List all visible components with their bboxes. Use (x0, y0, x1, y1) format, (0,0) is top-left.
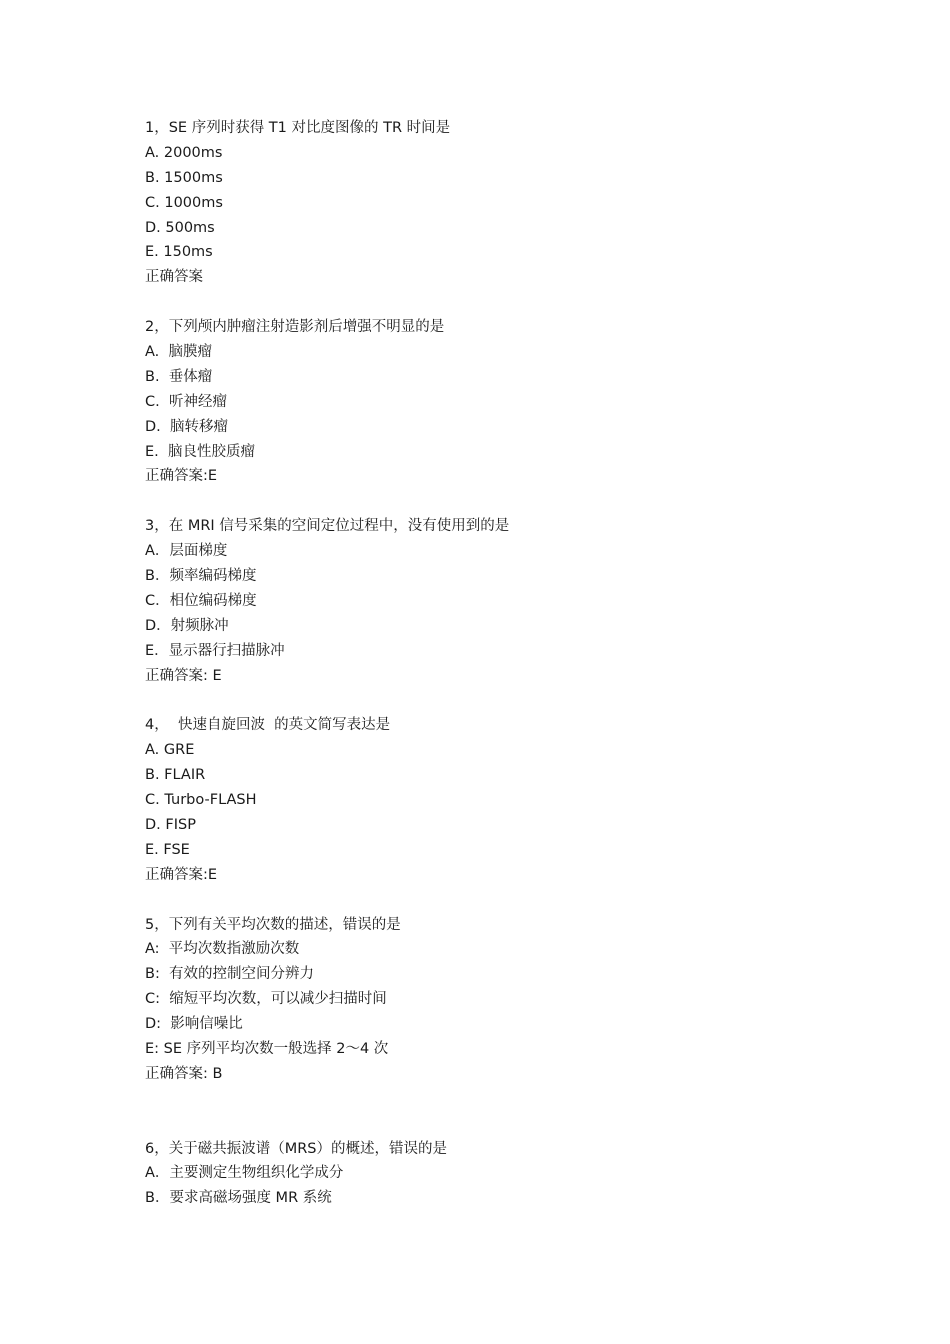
option-e: E: SE 序列平均次数一般选择 2～4 次 (145, 1040, 389, 1057)
option-a: A．主要测定生物组织化学成分 (145, 1165, 344, 1182)
question-stem: 5，下列有关平均次数的描述，错误的是 (145, 916, 401, 933)
option-b: B．频率编码梯度 (145, 568, 257, 585)
answer-line: 正确答案: E (145, 667, 222, 684)
option-c: C. 1000ms (145, 194, 223, 211)
option-b: B. 1500ms (145, 169, 223, 186)
question-5 (145, 913, 905, 1087)
question-stem: 3，在 MRI 信号采集的空间定位过程中，没有使用到的是 (145, 518, 510, 535)
spacer (145, 688, 905, 713)
option-d: D: 影响信噪比 (145, 1016, 243, 1033)
option-e: E. FSE (145, 841, 190, 858)
option-b: B. FLAIR (145, 767, 206, 784)
option-d: D. 脑转移瘤 (145, 418, 228, 435)
question-3 (145, 514, 905, 688)
answer-line: 正确答案: B (145, 1065, 223, 1082)
document-page (145, 116, 905, 1211)
spacer (145, 1087, 905, 1137)
option-b: B．要求高磁场强度 MR 系统 (145, 1190, 332, 1207)
option-d: D．射频脉冲 (145, 617, 229, 634)
question-stem: 6，关于磁共振波谱（MRS）的概述，错误的是 (145, 1140, 448, 1157)
option-b: B: 有效的控制空间分辨力 (145, 966, 315, 983)
question-stem: 1，SE 序列时获得 T1 对比度图像的 TR 时间是 (145, 120, 451, 136)
question-2 (145, 315, 905, 489)
option-a: A. GRE (145, 742, 195, 759)
option-a: A. 2000ms (145, 144, 223, 161)
option-c: C. 听神经瘤 (145, 393, 227, 410)
question-4 (145, 713, 905, 887)
spacer (145, 290, 905, 315)
answer-line: 正确答案:E (145, 866, 218, 883)
option-a: A. 脑膜瘤 (145, 344, 212, 361)
option-e: E. 150ms (145, 244, 213, 261)
option-a: A．层面梯度 (145, 543, 228, 560)
option-d: D. 500ms (145, 219, 215, 236)
option-b: B. 垂体瘤 (145, 368, 213, 385)
question-6 (145, 1137, 905, 1212)
option-a: A: 平均次数指激励次数 (145, 941, 300, 958)
option-d: D. FISP (145, 816, 196, 833)
answer-line: 正确答案 (145, 269, 203, 286)
option-c: C: 缩短平均次数，可以减少扫描时间 (145, 991, 387, 1008)
spacer (145, 888, 905, 913)
option-c: C．相位编码梯度 (145, 592, 257, 609)
question-stem: 4， 快速自旋回波 的英文简写表达是 (145, 717, 391, 734)
answer-line: 正确答案:E (145, 468, 218, 485)
question-stem: 2，下列颅内肿瘤注射造影剂后增强不明显的是 (145, 319, 445, 336)
option-e: E．显示器行扫描脉冲 (145, 642, 285, 659)
question-1 (145, 116, 905, 290)
option-c: C. Turbo-FLASH (145, 792, 257, 809)
spacer (145, 489, 905, 514)
option-e: E. 脑良性胶质瘤 (145, 443, 255, 460)
